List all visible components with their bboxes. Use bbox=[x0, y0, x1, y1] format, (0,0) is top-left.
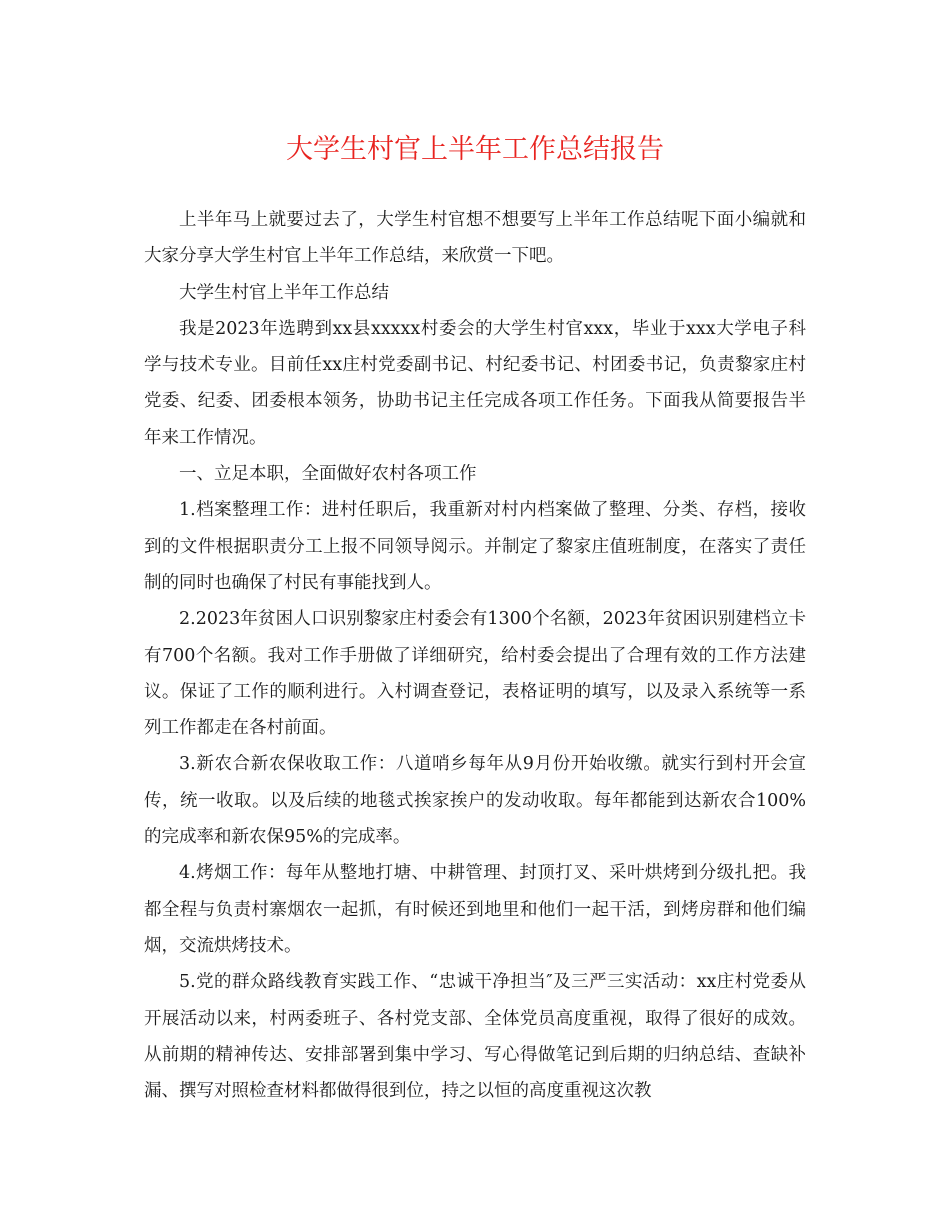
paragraph-self-introduction: 我是2023年选聘到xx县xxxxx村委会的大学生村官xxx，毕业于xxx大学电子科学与技术专业。目前任xx庄村党委副书记、村纪委书记、村团委书记，负责黎家庄村党委、纪委、团委根本领务，协助书记主任完成各项工作任务。下面我从简要报告半年来工作情况。 bbox=[144, 318, 806, 448]
paragraph-item-4: 4.烤烟工作：每年从整地打塘、中耕管理、封顶打叉、采叶烘烤到分级扎把。我都全程与负责村寨烟农一起抓，有时候还到地里和他们一起干活，到烤房群和他们编烟，交流烘烤技术。 bbox=[144, 863, 806, 956]
paragraph-intro: 上半年马上就要过去了，大学生村官想不想要写上半年工作总结呢下面小编就和大家分享大学生村官上半年工作总结，来欣赏一下吧。 bbox=[144, 210, 806, 267]
paragraph-subtitle: 大学生村官上半年工作总结 bbox=[179, 282, 389, 303]
document-body bbox=[144, 202, 806, 1109]
paragraph-item-1: 1.档案整理工作：进村任职后，我重新对村内档案做了整理、分类、存档，接收到的文件根据职责分工上报不同领导阅示。并制定了黎家庄值班制度，在落实了责任制的同时也确保了村民有事能找到人。 bbox=[144, 500, 806, 593]
paragraph-item-3: 3.新农合新农保收取工作：八道哨乡每年从9月份开始收缴。就实行到村开会宣传，统一收取。以及后续的地毯式挨家挨户的发动收取。每年都能到达新农合100%的完成率和新农保95%的完成率。 bbox=[144, 754, 806, 848]
section-heading-1: 一、立足本职，全面做好农村各项工作 bbox=[179, 464, 477, 485]
page-title: 大学生村官上半年工作总结报告 bbox=[286, 134, 664, 165]
paragraph-item-5: 5.党的群众路线教育实践工作、“忠诚干净担当″及三严三实活动：xx庄村党委从开展活动以来，村两委班子、各村党支部、全体党员高度重视，取得了很好的成效。从前期的精神传达、安排部署到集中学习、写心得做笔记到后期的归纳总结、查缺补漏、撰写对照检查材料都做得很到位，持之以恒的高度重视这次教 bbox=[144, 972, 806, 1102]
paragraph-item-2: 2.2023年贫困人口识别黎家庄村委会有1300个名额，2023年贫困识别建档立卡有700个名额。我对工作手册做了详细研究，给村委会提出了合理有效的工作方法建议。保证了工作的顺利进行。入村调查登记，表格证明的填写，以及录入系统等一系列工作都走在各村前面。 bbox=[144, 609, 806, 739]
